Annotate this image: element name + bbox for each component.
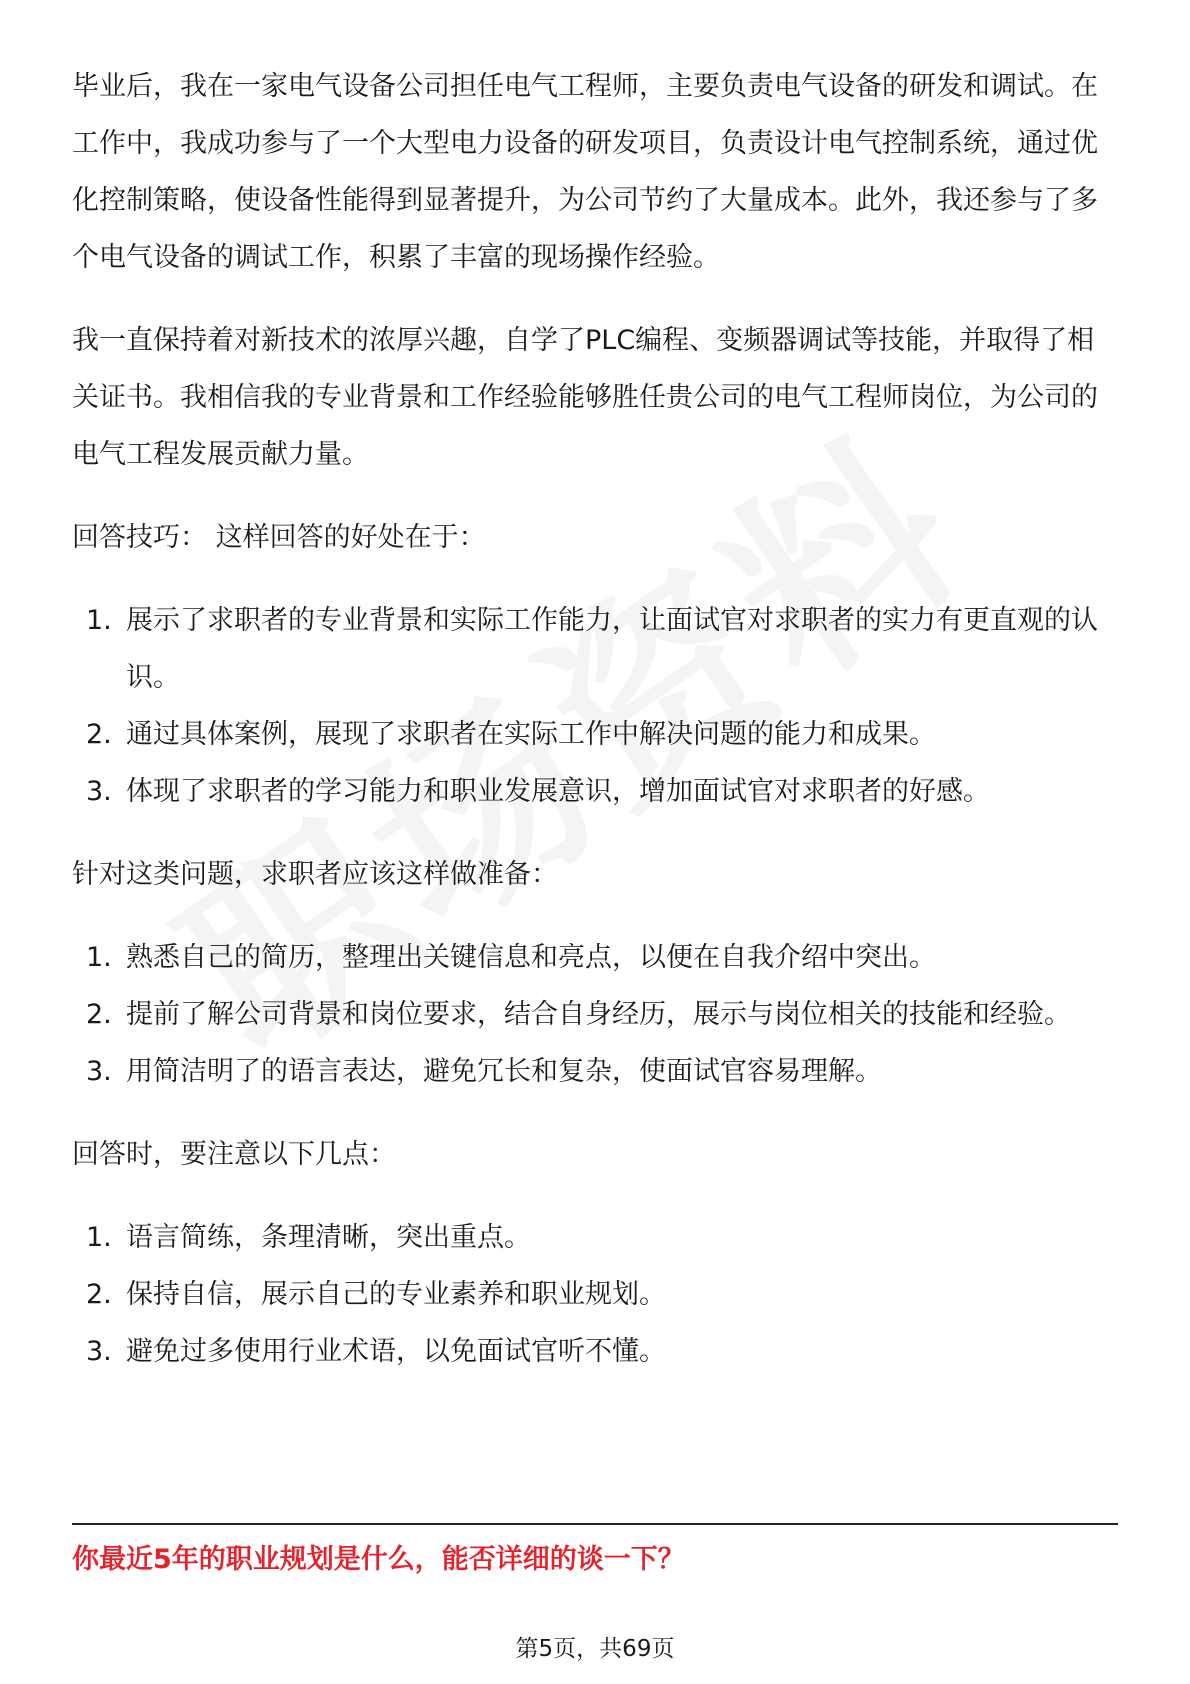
page-content <box>72 58 1118 1380</box>
list-item <box>72 1209 1118 1266</box>
list-text: 保持自信，展示自己的专业素养和职业规划。 <box>126 1279 666 1310</box>
notes-heading: 回答时，要注意以下几点： <box>72 1139 396 1170</box>
list-text: 用简洁明了的语言表达，避免冗长和复杂，使面试官容易理解。 <box>126 1056 882 1087</box>
list-text: 展示了求职者的专业背景和实际工作能力，让面试官对求职者的实力有更直观的认识。 <box>126 605 1098 693</box>
list-number: 1. <box>86 605 112 636</box>
list-text: 语言简练，条理清晰，突出重点。 <box>126 1222 531 1253</box>
list-text: 体现了求职者的学习能力和职业发展意识，增加面试官对求职者的好感。 <box>126 776 990 807</box>
list-item <box>72 929 1118 986</box>
list-item <box>72 1323 1118 1380</box>
prep-heading: 针对这类问题，求职者应该这样做准备： <box>72 859 558 890</box>
list-item <box>72 1266 1118 1323</box>
list-number: 3. <box>86 1056 112 1087</box>
list-number: 3. <box>86 776 112 807</box>
list-number: 1. <box>86 942 112 973</box>
list-number: 1. <box>86 1222 112 1253</box>
list-text: 熟悉自己的简历，整理出关键信息和亮点，以便在自我介绍中突出。 <box>126 942 936 973</box>
paragraph-skills: 我一直保持着对新技术的浓厚兴趣，自学了PLC编程、变频器调试等技能，并取得了相关证书。我相信我的专业背景和工作经验能够胜任贵公司的电气工程师岗位，为公司的电气工程发展贡献力量。 <box>72 325 1098 470</box>
list-item <box>72 763 1118 820</box>
prep-list <box>72 929 1118 1100</box>
next-question-heading: 你最近5年的职业规划是什么，能否详细的谈一下？ <box>72 1544 685 1575</box>
list-item <box>72 592 1118 706</box>
list-item <box>72 1043 1118 1100</box>
list-number: 2. <box>86 719 112 750</box>
paragraph-experience: 毕业后，我在一家电气设备公司担任电气工程师，主要负责电气设备的研发和调试。在工作中，我成功参与了一个大型电力设备的研发项目，负责设计电气控制系统，通过优化控制策略，使设备性能得到显著提升，为公司节约了大量成本。此外，我还参与了多个电气设备的调试工作，积累了丰富的现场操作经验。 <box>72 71 1098 273</box>
tips-list <box>72 592 1118 820</box>
list-number: 2. <box>86 999 112 1030</box>
list-text: 提前了解公司背景和岗位要求，结合自身经历，展示与岗位相关的技能和经验。 <box>126 999 1071 1030</box>
page-number-footer: 第5页，共69页 <box>515 1636 675 1662</box>
list-number: 2. <box>86 1279 112 1310</box>
list-number: 3. <box>86 1336 112 1367</box>
section-divider <box>72 1523 1118 1525</box>
list-text: 避免过多使用行业术语，以免面试官听不懂。 <box>126 1336 666 1367</box>
list-item <box>72 986 1118 1043</box>
tips-heading: 回答技巧： 这样回答的好处在于： <box>72 522 486 553</box>
list-text: 通过具体案例，展现了求职者在实际工作中解决问题的能力和成果。 <box>126 719 936 750</box>
list-item <box>72 706 1118 763</box>
notes-list <box>72 1209 1118 1380</box>
